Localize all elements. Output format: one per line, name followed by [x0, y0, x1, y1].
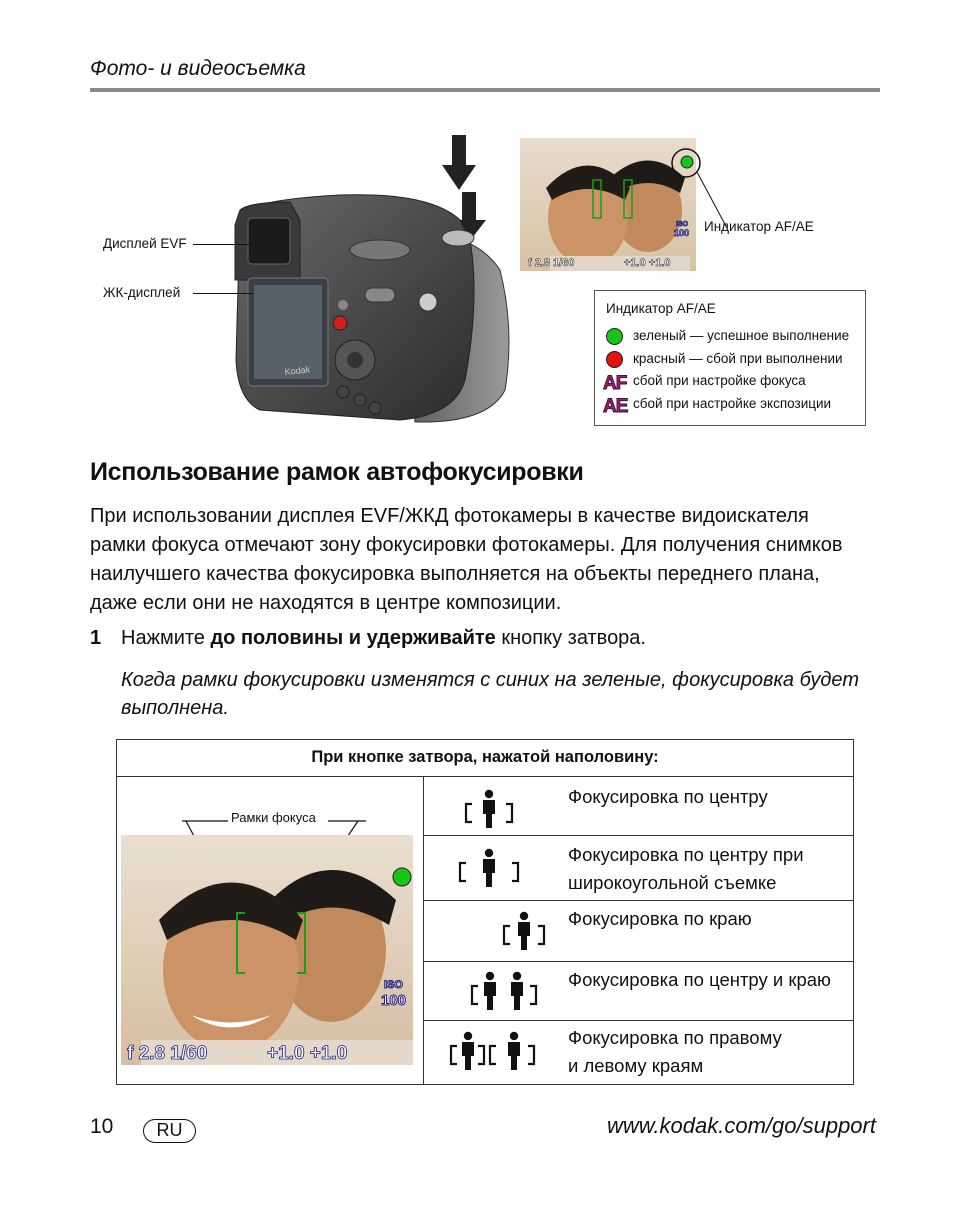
header-divider [90, 88, 880, 92]
step-text-before: Нажмите [121, 627, 211, 649]
body-line: наилучшего качества фокусировка выполняется на объекты переднего плана, [90, 563, 820, 585]
legend-row-ae: сбой при настройке экспозиции [633, 396, 832, 411]
section-heading: Использование рамок автофокусировки [90, 458, 584, 486]
legend-row-red: красный — сбой при выполнении [633, 351, 843, 366]
body-line: рамки фокуса отмечают зону фокусировки фотокамеры. Для получения снимков [90, 534, 843, 556]
lcd-label: ЖК-дисплей [103, 285, 181, 300]
indicator-label: Индикатор AF/AE [704, 219, 814, 234]
step-note [121, 666, 881, 722]
legend-row-af: сбой при настройке фокуса [633, 373, 806, 388]
page-number: 10 [90, 1115, 114, 1138]
lcd-leader-line [193, 293, 253, 294]
green-indicator-icon [606, 328, 623, 345]
body-line: При использовании дисплея EVF/ЖКД фотокамеры в качестве видоискателя [90, 505, 809, 527]
running-header: Фото- и видеосъемка [90, 57, 306, 80]
focus-frames-label: Рамки фокуса [231, 810, 316, 825]
photo-iso-label: ISO [384, 979, 403, 991]
language-badge: RU [143, 1119, 196, 1143]
legend-title: Индикатор AF/AE [606, 301, 716, 316]
focus-mode-left-right-text [568, 1024, 782, 1080]
step-text-after: кнопку затвора. [495, 627, 646, 649]
step-text-bold: до половины и удерживайте [210, 627, 496, 649]
red-indicator-icon [606, 351, 623, 368]
row-line: Фокусировка по центру и краю [568, 969, 831, 990]
preview-iso-label: ISO [676, 221, 689, 228]
step-number: 1 [90, 627, 102, 649]
note-line: выполнена. [121, 697, 229, 719]
focus-mode-wide-center-text [568, 841, 804, 897]
photo-osd-left: f 2.8 1/60 [127, 1043, 208, 1064]
wide-center-focus-icon [460, 849, 518, 887]
center-focus-icon [466, 790, 512, 828]
edge-focus-icon [504, 912, 544, 950]
focus-mode-center-edge-text [568, 966, 831, 994]
preview-iso-value: 100 [674, 228, 690, 238]
af-badge-icon: AF [603, 373, 627, 394]
row-line: Фокусировка по краю [568, 908, 752, 929]
body-line: даже если они не находятся в центре композиции. [90, 592, 562, 614]
evf-leader-line [193, 244, 253, 245]
focus-mode-center-text [568, 783, 768, 811]
camera-illustration [230, 130, 515, 430]
preview-osd-left: f 2.8 1/60 [528, 257, 575, 269]
table-header: При кнопке затвора, нажатой наполовину: [116, 739, 854, 777]
legend-row-green: зеленый — успешное выполнение [633, 328, 850, 343]
row-line: широкоугольной съемке [568, 872, 777, 893]
focus-frames-photo [121, 835, 413, 1065]
brand-text: Kodak [284, 364, 311, 377]
row-line: Фокусировка по центру при [568, 844, 804, 865]
row-line: Фокусировка по правому [568, 1027, 782, 1048]
preview-osd-right: +1.0 +1.0 [624, 257, 671, 269]
left-right-focus-icon [451, 1032, 534, 1070]
step-instruction [121, 627, 646, 650]
support-link[interactable]: www.kodak.com/go/support [606, 1113, 876, 1138]
note-line: Когда рамки фокусировки изменятся с синих на зеленые, фокусировка будет [121, 669, 859, 691]
row-line: Фокусировка по центру [568, 786, 768, 807]
row-line: и левому краям [568, 1055, 704, 1076]
photo-iso-value: 100 [381, 992, 407, 1009]
focus-mode-icons [424, 778, 568, 1085]
photo-osd-right: +1.0 +1.0 [267, 1043, 348, 1064]
ae-badge-icon: AE [603, 396, 628, 417]
body-paragraph [90, 502, 880, 618]
center-edge-focus-icon [472, 972, 536, 1010]
focus-mode-edge-text [568, 905, 752, 933]
evf-label: Дисплей EVF [103, 236, 187, 251]
